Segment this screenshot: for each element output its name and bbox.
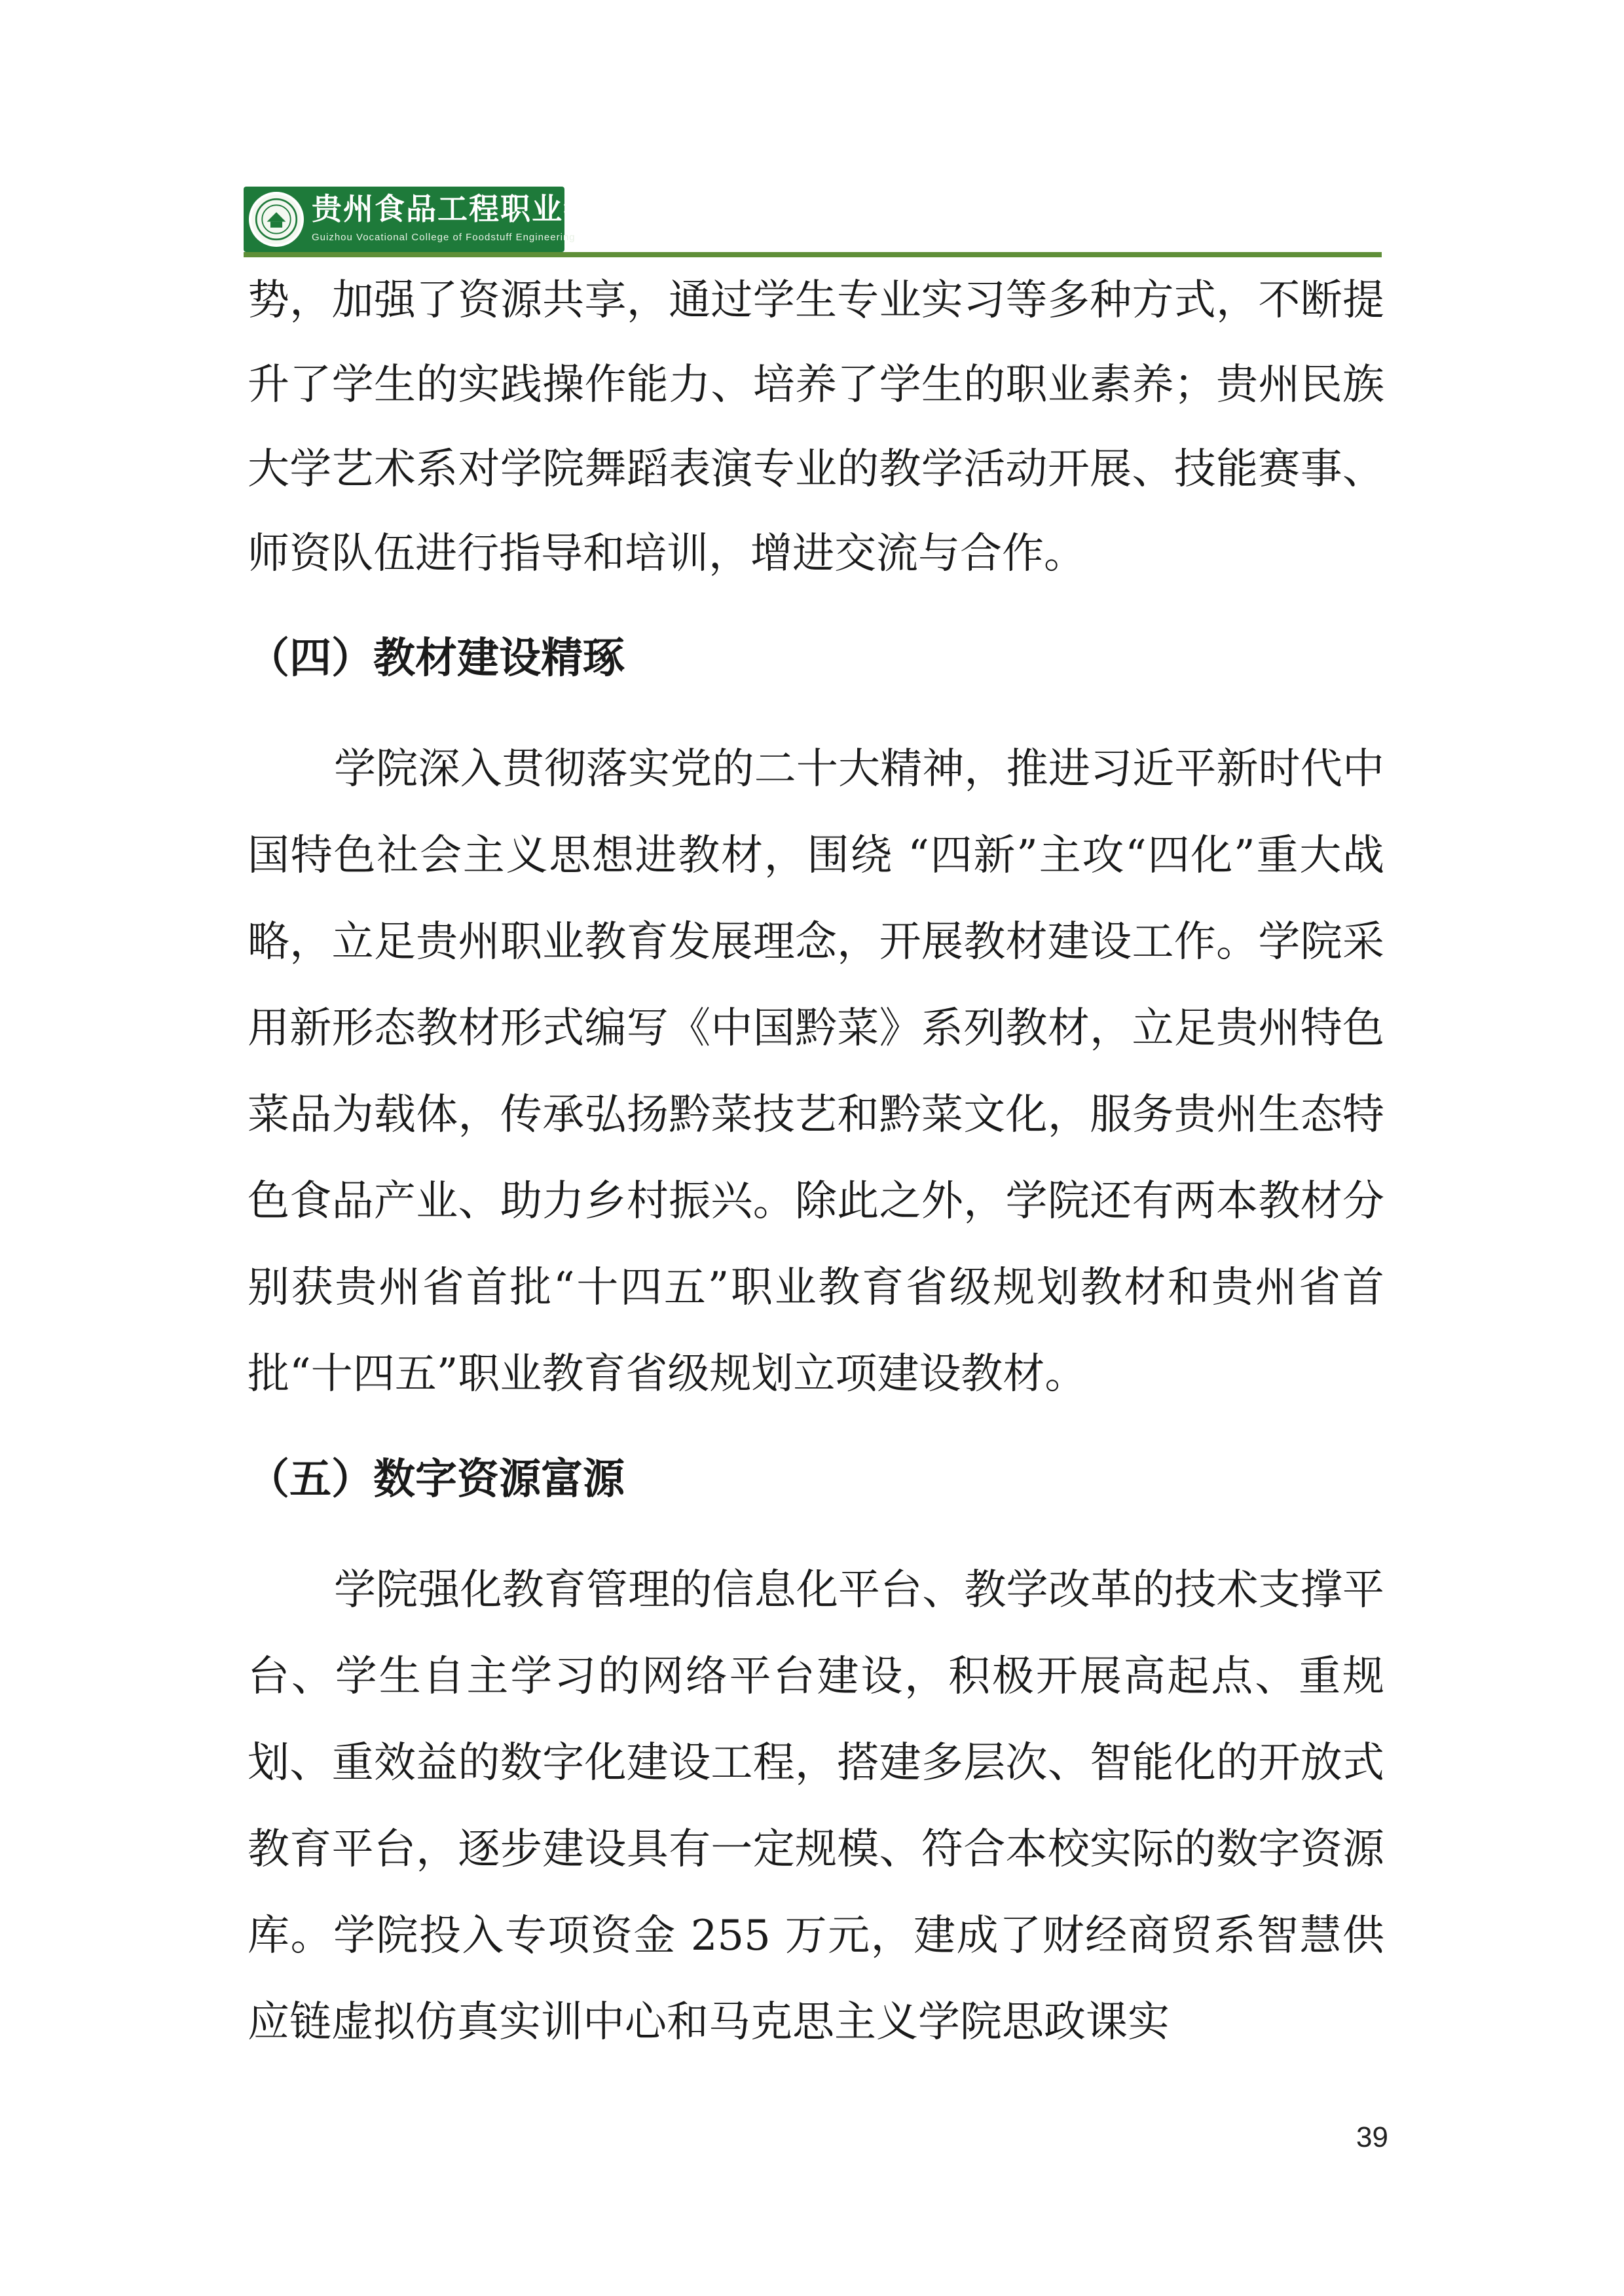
page-header	[244, 187, 1382, 259]
college-seal-icon	[249, 192, 304, 247]
paragraph-continued: 势，加强了资源共享，通过学生专业实习等多种方式，不断提升了学生的实践操作能力、培养了学生的职业素养；贵州民族大学艺术系对学院舞蹈表演专业的教学活动开展、技能赛事、师资队伍进行指导和培训，增进交流与合作。	[248, 276, 1384, 578]
college-logo	[244, 187, 626, 252]
college-name-cn: 贵州食品工程职业学院	[312, 191, 626, 227]
page-number: 39	[1356, 2121, 1388, 2153]
page-body	[248, 259, 1384, 2066]
header-divider	[244, 252, 1382, 257]
paragraph-textbook: 学院深入贯彻落实党的二十大精神，推进习近平新时代中国特色社会主义思想进教材，围绕 “四新”主攻“四化”重大战略，立足贵州职业教育发展理念，开展教材建设工作。学院采用新形态教材形式编写《中国黔菜》系列教材，立足贵州特色菜品为载体，传承弘扬黔菜技艺和黔菜文化，服务贵州生态特色食品产业、助力乡村振兴。除此之外，学院还有两本教材分别获贵州省首批“十四五”职业教育省级规划教材和贵州省首批“十四五”职业教育省级规划立项建设教材。	[248, 745, 1384, 1398]
paragraph-digital: 学院强化教育管理的信息化平台、教学改革的技术支撑平台、学生自主学习的网络平台建设，积极开展高起点、重规划、重效益的数字化建设工程，搭建多层次、智能化的开放式教育平台，逐步建设具有一定规模、符合本校实际的数字资源库。学院投入专项资金 255 万元，建成了财经商贸系智慧供应链虚拟仿真实训中心和马克思主义学院思政课实	[248, 1566, 1384, 2047]
section-heading-digital: （五）数字资源富源	[248, 1455, 625, 1504]
college-name-en: Guizhou Vocational College of Foodstuff Engineering	[312, 232, 576, 243]
section-heading-textbook: （四）教材建设精琢	[248, 634, 625, 683]
